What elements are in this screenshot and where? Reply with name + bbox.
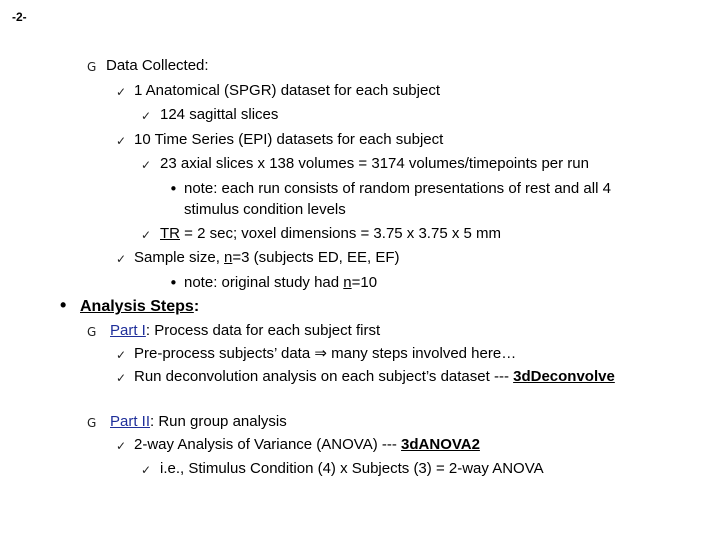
run-note-line-1: note: each run consists of random presentations of rest and all 4	[184, 180, 611, 197]
preprocess-post: many steps involved here…	[326, 345, 517, 362]
checkmark-icon: ✓	[116, 134, 127, 148]
note2-n: n	[343, 274, 352, 291]
checkmark-icon: ✓	[141, 228, 152, 242]
sample-post: =3 (subjects ED, EE, EF)	[232, 249, 400, 266]
analysis-steps-label: Analysis Steps	[80, 298, 194, 315]
n-label: n	[224, 249, 233, 266]
run-note-line-2: stimulus condition levels	[184, 201, 346, 218]
part-two-rest: : Run group analysis	[150, 413, 287, 430]
analysis-steps-colon: :	[193, 298, 200, 315]
checkmark-icon: ✓	[141, 158, 152, 172]
bullet-g-icon: G	[87, 325, 97, 339]
deconv-pre: Run deconvolution analysis on each subject’s dataset ---	[134, 368, 514, 385]
preprocess-pre: Pre-process subjects’ data	[134, 345, 315, 362]
checkmark-icon: ✓	[116, 348, 127, 362]
ie-line: i.e., Stimulus Condition (4) x Subjects (3) = 2-way ANOVA	[160, 460, 544, 477]
checkmark-icon: ✓	[141, 109, 152, 123]
bullet-g-icon: G	[87, 416, 97, 430]
bullet-dot-icon: •	[169, 274, 178, 292]
sample-size-line	[134, 249, 400, 267]
checkmark-icon: ✓	[116, 252, 127, 266]
tr-rest: = 2 sec; voxel dimensions = 3.75 x 3.75 x 5 mm	[180, 225, 501, 242]
bullet-g-icon: G	[87, 60, 97, 74]
anatomical-dataset-line: 1 Anatomical (SPGR) dataset for each subject	[134, 82, 440, 99]
deconvolve-program: 3dDeconvolve	[513, 368, 615, 385]
tr-label: TR	[160, 225, 180, 242]
anova-line	[134, 436, 480, 454]
original-study-note	[184, 274, 377, 292]
sample-pre: Sample size,	[134, 249, 225, 266]
part-one-line	[110, 322, 380, 340]
sagittal-slices-line: 124 sagittal slices	[160, 106, 279, 123]
part-one-link[interactable]: Part I	[110, 322, 146, 339]
deconvolution-line	[134, 368, 615, 386]
anova-pre: 2-way Analysis of Variance (ANOVA) ---	[134, 436, 402, 453]
part-two-line	[110, 413, 287, 431]
section-bullet-icon: •	[60, 295, 67, 315]
checkmark-icon: ✓	[116, 371, 127, 385]
data-collected-heading: Data Collected:	[106, 57, 209, 74]
page-number: -2-	[12, 10, 27, 24]
axial-slices-line: 23 axial slices x 138 volumes = 3174 volumes/timepoints per run	[160, 155, 589, 172]
note2-post: =10	[351, 274, 378, 291]
time-series-line: 10 Time Series (EPI) datasets for each subject	[134, 131, 444, 148]
preprocess-line	[134, 345, 516, 363]
checkmark-icon: ✓	[116, 439, 127, 453]
bullet-dot-icon: •	[169, 180, 178, 198]
arrow-icon: ⇒	[314, 345, 327, 362]
part-one-rest: : Process data for each subject first	[145, 322, 381, 339]
note2-pre: note: original study had	[184, 274, 344, 291]
checkmark-icon: ✓	[141, 463, 152, 477]
anova-program: 3dANOVA2	[401, 436, 480, 453]
tr-line	[160, 225, 501, 243]
checkmark-icon: ✓	[116, 85, 127, 99]
part-two-link[interactable]: Part II	[110, 413, 151, 430]
analysis-steps-heading	[80, 298, 199, 316]
